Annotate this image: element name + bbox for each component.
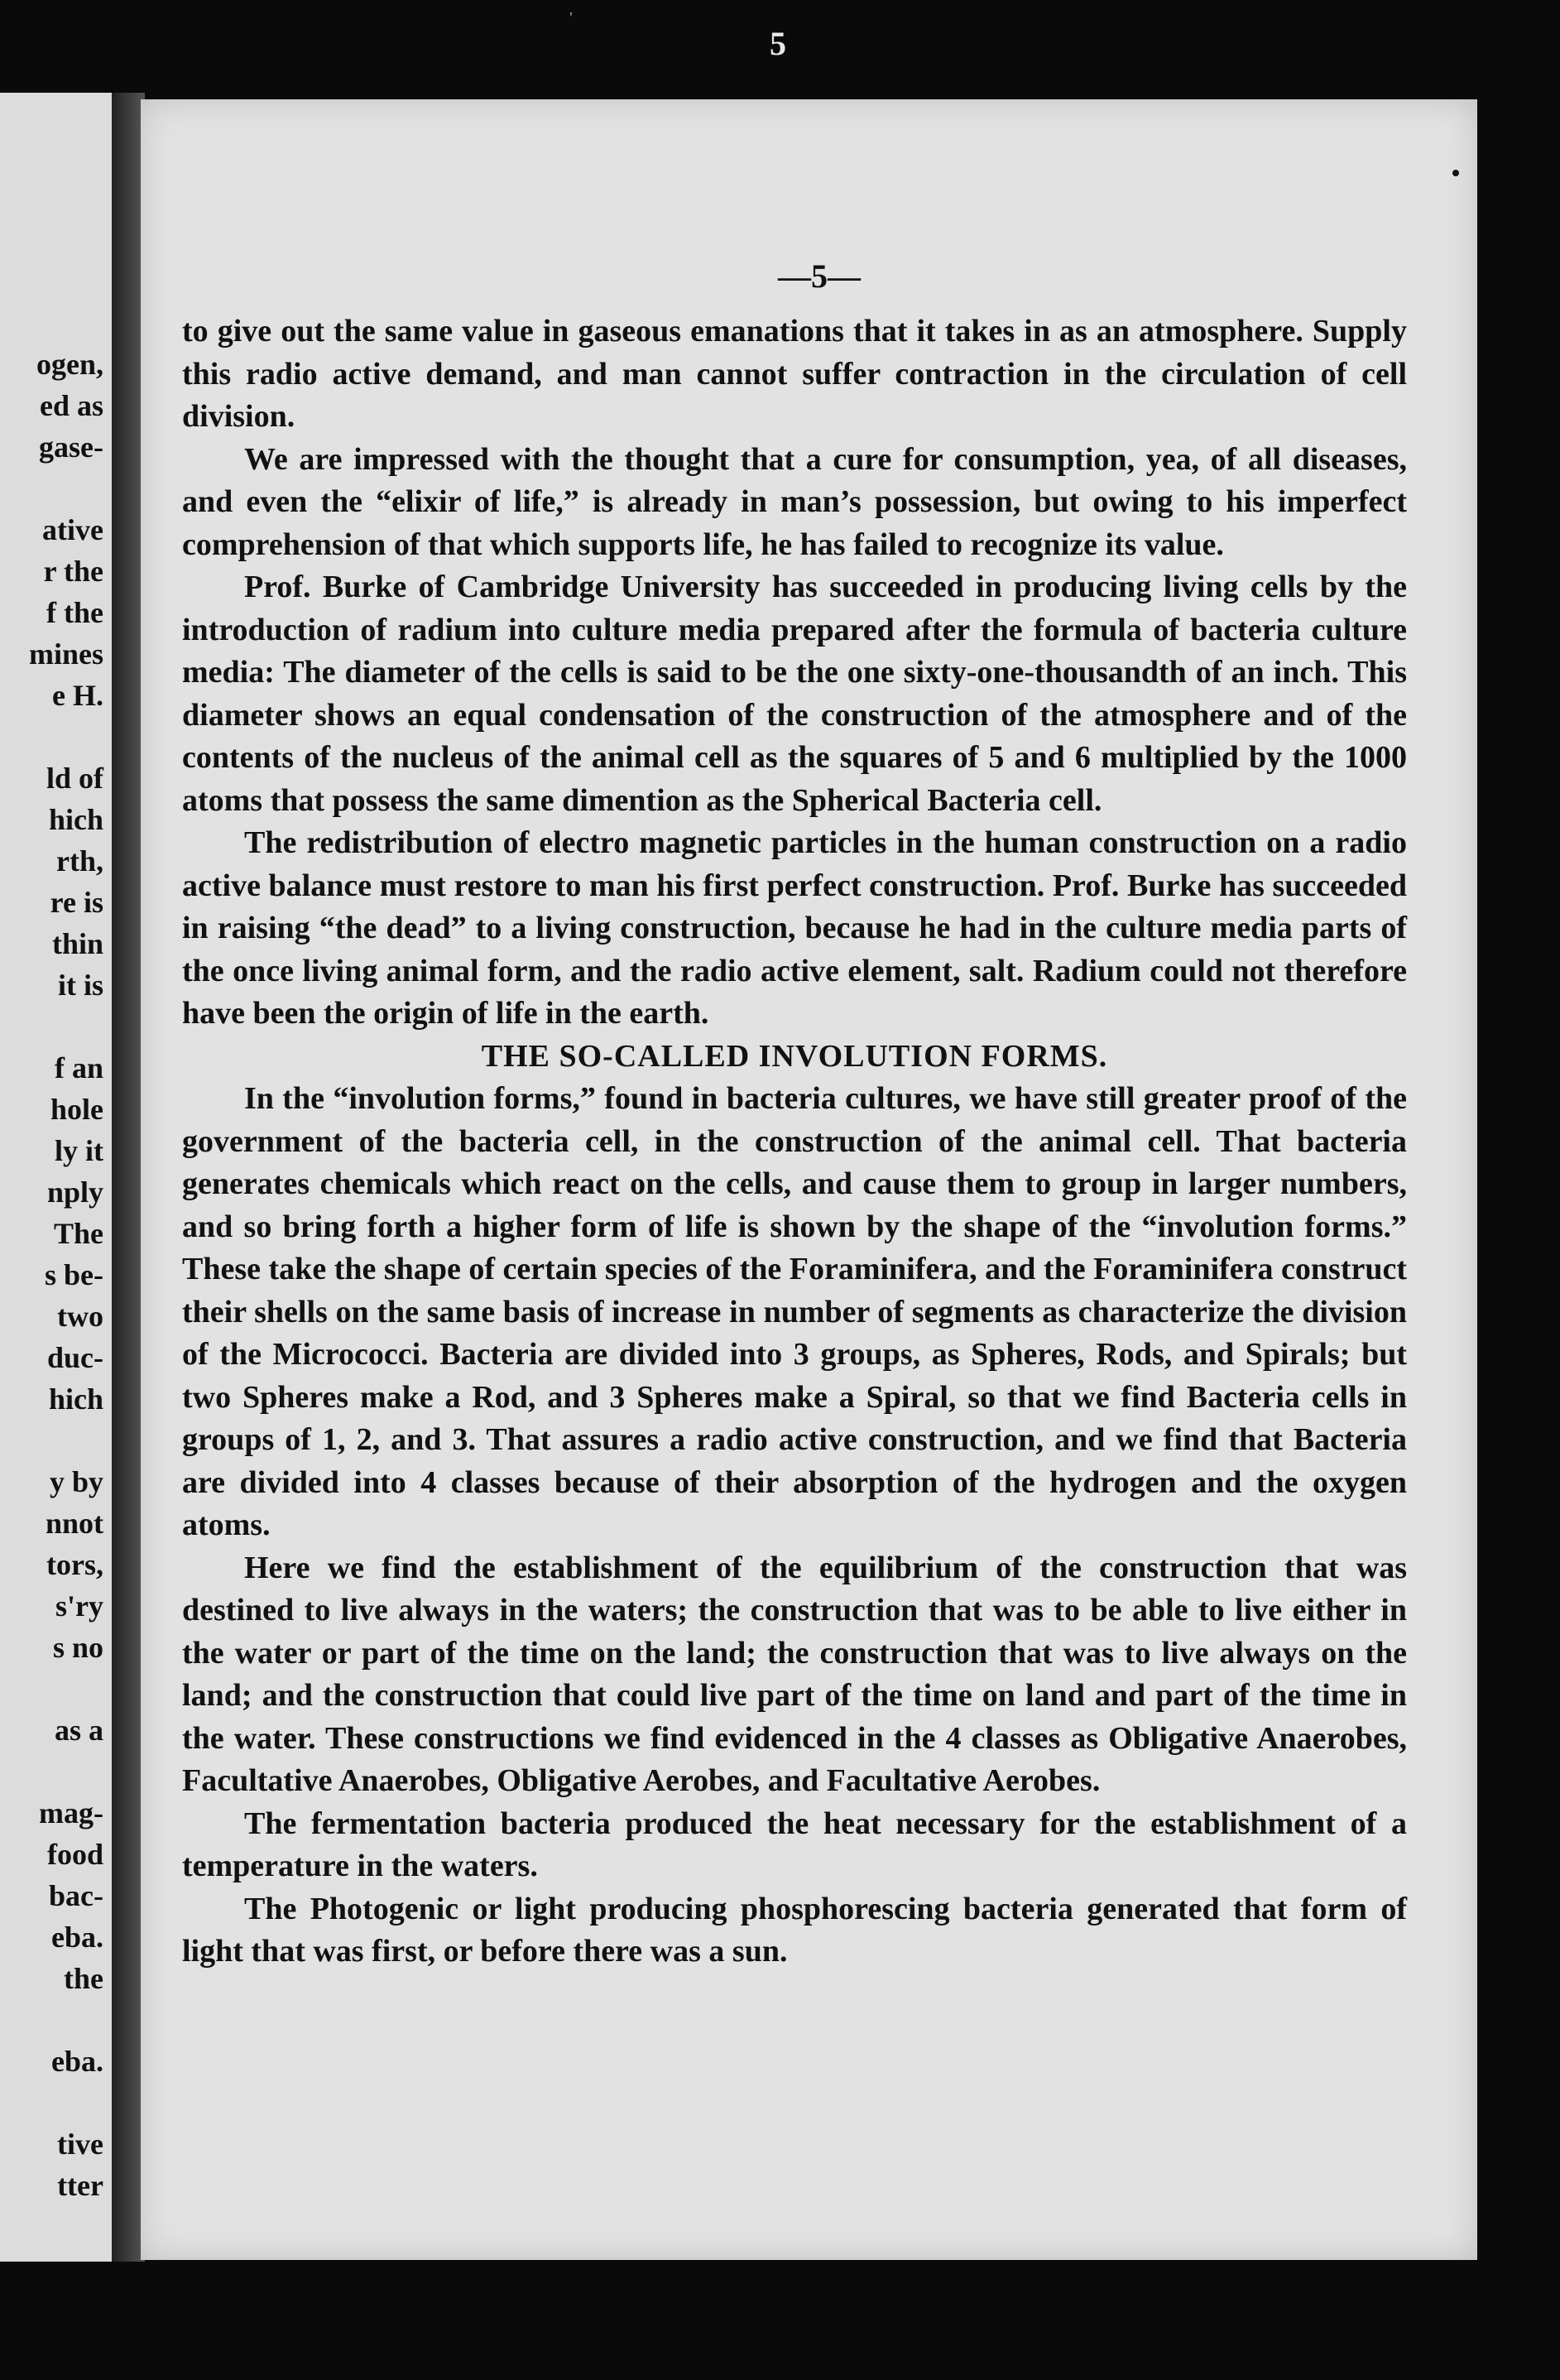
paragraph: The Photogenic or light producing phosphorescing bacteria generated that form of light that was first, or before there was a sun. [182,1891,1407,1969]
page-gutter [112,93,145,2262]
left-page-fragment: ly it [55,1134,103,1167]
left-page-fragment: tors, [46,1548,103,1581]
left-page-fragment: food [46,1838,103,1871]
left-page-fragment: s no [52,1631,103,1664]
left-page-fragment: it is [57,969,103,1002]
left-page-fragment: s be- [45,1258,103,1291]
body-text [182,310,1407,1974]
left-page-fragment: ed as [39,389,103,422]
left-page-fragment: ative [42,513,103,546]
top-margin-mark: ' [569,9,573,26]
paragraph: Prof. Burke of Cambridge University has succeeded in producing living cells by the introduction of radium into culture media prepared after the formula of bacteria culture media: The diameter of the cells is said to be the one sixty-one-thousandth of an inch. This diameter shows an equal condensation of the construction of the atmosphere and of the contents of the nucleus of the animal cell as the squares of 5 and 6 multiplied by the 1000 atoms that possess the same dimention as the Spherical Bacteria cell. [182,570,1407,818]
left-page-fragment: e H. [52,679,103,712]
left-page-fragment: rth, [56,844,103,877]
left-page-fragment: hich [48,803,103,836]
left-page-fragment: as a [54,1714,103,1747]
paragraph: In the “involution forms,” found in bacteria cultures, we have still greater proof of the government of the bacteria cell, in the construction of the animal cell. That bacteria generates chemicals which react on the cells, and cause them to group in larger numbers, and so bring forth a higher form of life is shown by the shape of the “involution forms.” These take the shape of certain species of the Foraminifera, and the Foraminifera construct their shells on the same basis of increase in number of segments as characterize the division of the Micrococci. Bacteria are divided into 3 groups, as Spheres, Rods, and Spirals; but two Spheres make a Rod, and 3 Spheres make a Spiral, so that we find Bacteria cells in groups of 1, 2, and 3. That assures a radio active construction, and we find that Bacteria are divided into 4 classes because of their absorption of the hydrogen and the oxygen atoms. [182,1081,1407,1542]
left-page-fragment: hich [48,1382,103,1416]
left-page-fragment: hole [50,1093,103,1126]
left-page-fragment: two [57,1300,103,1333]
left-page-fragment: re is [50,886,103,919]
paragraph: Here we find the establishment of the equilibrium of the construction that was destined to live always in the waters; the construction that was to be able to live either in the water or part of the time on the land; the construction that was to live always on the land; and the construction that could live part of the time on land and part of the time in the water. These constructions we find evidenced in the 4 classes as Obligative Anaerobes, Facultative Anaerobes, Obligative Aerobes, and Facultative Aerobes. [182,1550,1407,1798]
left-page-fragment: tter [57,2169,103,2202]
section-heading: THE SO-CALLED INVOLUTION FORMS. [481,1038,1108,1074]
left-page-fragment: nnot [45,1507,103,1540]
paragraph: to give out the same value in gaseous emanations that it takes in as an atmosphere. Supply this radio active demand, and man cannot suffer contraction in the circulation of cell division. [182,314,1407,434]
left-page-fragment: The [53,1217,103,1250]
left-page-fragment: mag- [39,1796,103,1829]
left-page-fragment: gase- [39,430,103,464]
left-page-fragment: ld of [46,762,103,795]
left-page-fragment: thin [51,927,103,960]
left-page-fragment: f the [46,596,103,629]
left-page-fragment: eba. [51,2045,103,2078]
left-page-fragment: r the [43,555,103,588]
page-number: —5— [778,257,861,295]
left-page-fragment: the [64,1962,103,1995]
left-page-fragment: nply [46,1176,103,1209]
paragraph: The redistribution of electro magnetic particles in the human construction on a radio active balance must restore to man his first perfect construction. Prof. Burke has succeeded in raising “the dead” to a living construction, because he had in the culture media parts of the once living animal form, and the radio active element, salt. Radium could not therefore have been the origin of life in the earth. [182,825,1407,1031]
left-page-fragment: duc- [46,1341,103,1374]
left-page-fragment: f an [54,1051,103,1084]
adjacent-left-page [0,93,112,2262]
left-page-fragment: ogen, [36,348,103,381]
left-page-fragment: s'ry [55,1589,103,1623]
left-page-fragment: tive [57,2128,103,2161]
paragraph: We are impressed with the thought that a cure for consumption, yea, of all diseases, and even the “elixir of life,” is already in man’s possession, but owing to his imperfect comprehension of that which supports life, he has failed to recognize its value. [182,441,1407,562]
left-page-fragment: y by [49,1465,103,1498]
margin-dot [1452,170,1459,176]
paragraph: The fermentation bacteria produced the heat necessary for the establishment of a temperature in the waters. [182,1805,1407,1883]
top-page-mark: 5 [770,25,786,62]
left-page-fragment: eba. [51,1921,103,1954]
left-page-fragment: bac- [49,1879,103,1912]
left-page-fragment: mines [29,637,103,671]
